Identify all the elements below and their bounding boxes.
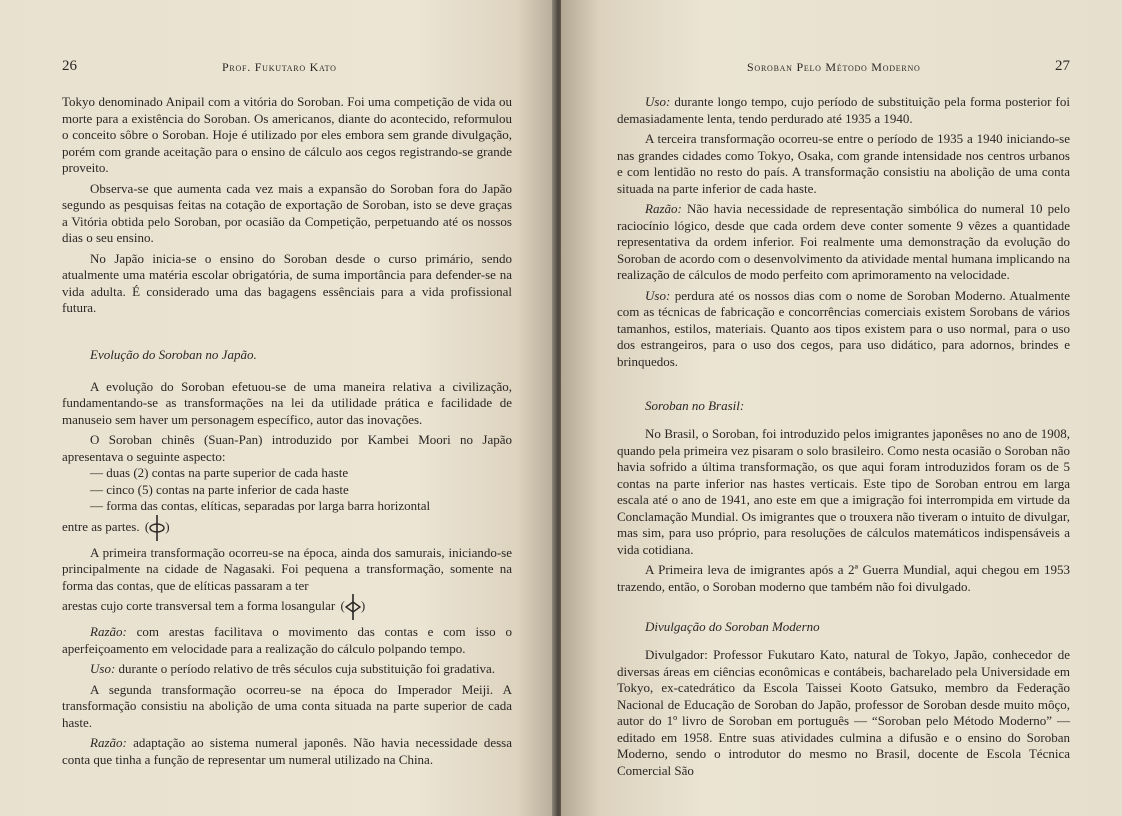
right-paragraph: A Primeira leva de imigrantes após a 2ª Guerra Mundial, aqui chegou em 1953 trazendo, então, o Soroban moderno que também não foi divulgado. xyxy=(617,562,1070,594)
right-paragraph: Divulgador: Professor Fukutaro Kato, natural de Tokyo, Japão, conhecedor de diversas áreas em ciências econômicas e contábeis, bacharelado pela Universidade em Tokyo, ex-catedrático da Escola Taissei Kooto Gatsuko, membro da Federação Nacional de Educação de Soroban do Japão, professor de Soroban desde muito môço, autor do 1º livro de Soroban em português — “Soroban pelo Método Moderno” — editado em 1958. Entre suas atividades culmina a difusão e o ensino do Soroban Moderno, sendo o introdutor do mesmo no Brasil, docente de Escola Técnica Comercial São xyxy=(617,647,1070,778)
razao-paragraph xyxy=(62,624,512,657)
lozenge-bead-icon: ( ) xyxy=(340,597,366,613)
left-running-head: Prof. Fukutaro Kato xyxy=(222,60,337,74)
left-paragraph: O Soroban chinês (Suan-Pan) introduzido por Kambei Moori no Japão apresentava o seguinte aspecto: xyxy=(62,432,512,464)
uso-label: Uso: xyxy=(645,287,671,303)
list-item: — cinco (5) contas na parte inferior de cada haste xyxy=(90,481,349,497)
right-page-header xyxy=(617,58,1070,84)
razao-text: com arestas facilitava o movimento das contas e com isso o aperfeiçoamento em velocidade para a realização do cálculo polpando tempo. xyxy=(62,624,512,656)
right-running-head: Soroban Pelo Método Moderno xyxy=(747,60,921,74)
elliptic-bead-icon: ( ) xyxy=(144,518,170,534)
razao-label: Razão: xyxy=(90,624,127,639)
uso-text: perdura até os nossos dias com o nome de Soroban Moderno. Atualmente com as técnicas de fabricação e concorrências comerciais existem Sorobans de vários tamanhos, estilos, materiais. Quanto aos tipos existem para o uso normal, para o uso dos estrangeiros, para o uso dos cegos, para uso didático, para adornos, brindes e brinquedos. xyxy=(617,287,1070,369)
list-item: — forma das contas, elíticas, separadas por larga barra horizontal xyxy=(90,498,431,513)
right-page xyxy=(561,0,1122,816)
razao-label: Razão: xyxy=(645,201,682,216)
right-page-number: 27 xyxy=(1055,58,1070,74)
uso-text: durante longo tempo, cujo período de substituição pela forma posterior foi demasiadamente lenta, tendo perdurado até 1935 a 1940. xyxy=(617,94,1070,126)
right-paragraph: A terceira transformação ocorreu-se entre o período de 1935 a 1940 iniciando-se nas grandes cidades como Tokyo, Osaka, com grande intensidade nos centros urbanos e com lentidão no resto do país. A transformação consistiu na abolição de uma conta situada na parte inferior de cada haste. xyxy=(617,131,1070,196)
uso-paragraph xyxy=(62,661,512,678)
left-page xyxy=(0,0,556,816)
left-paragraph: Observa-se que aumenta cada vez mais a expansão do Soroban fora do Japão segundo as pesquisas feitas na cotação de exportação de Soroban, isto se deve graças a Vitória obtida pelo Soroban, por ocasião da Competição, perpetuando até os nossos dias o seu ensino. xyxy=(62,180,512,245)
left-paragraph: A evolução do Soroban efetuou-se de uma maneira relativa a civilização, fundamentando-se as transformações na lei da utilidade prática e facilidade de manuseio sem haver um personagem específico, autor das inovações. xyxy=(62,378,512,427)
left-paragraph: No Japão inicia-se o ensino do Soroban desde o curso primário, sendo atualmente uma matéria escolar obrigatória, de suma importância para defender-se na vida adulta. É considerado uma das bagagens essênciais para a vida profissional futura. xyxy=(62,250,512,315)
list-continuation-text: entre as partes. xyxy=(62,518,140,534)
lozenge-text: arestas cujo corte transversal tem a forma losangular xyxy=(62,597,336,613)
section-heading-evolucao: Evolução do Soroban no Japão. xyxy=(90,346,257,362)
left-paragraph: A segunda transformação ocorreu-se na época do Imperador Meiji. A transformação consistiu na abolição de uma conta situada na parte superior de cada haste. xyxy=(62,681,512,730)
section-heading-divulgacao: Divulgação do Soroban Moderno xyxy=(645,619,820,634)
razao-label: Razão: xyxy=(90,735,127,750)
razao-text: adaptação ao sistema numeral japonês. Não havia necessidade dessa conta que tinha a função de representar um numeral utilizado na China. xyxy=(62,735,512,767)
section-heading-brasil: Soroban no Brasil: xyxy=(645,398,745,413)
razao-paragraph xyxy=(617,201,1070,284)
left-page-header xyxy=(62,58,512,84)
uso-paragraph xyxy=(617,94,1070,127)
left-paragraph-continuation xyxy=(62,594,512,620)
uso-text: durante o período relativo de três séculos cuja substituição foi gradativa. xyxy=(115,661,496,676)
list-item: — duas (2) contas na parte superior de cada haste xyxy=(90,465,349,480)
left-paragraph: A primeira transformação ocorreu-se na época, ainda dos samurais, iniciando-se principalmente na cidade de Nagasaki. Foi pequena a transformação, somente na forma das contas, que de elíticas passaram a ter xyxy=(62,544,512,593)
right-paragraph: No Brasil, o Soroban, foi introduzido pelos imigrantes japonêses no ano de 1908, quando pela primeira vez pisaram o solo brasileiro. Como nesta ocasião o Soroban não havia sofrido a última transformação, os que aqui foram introduzidos foram os de 5 contas na parte inferior nas hastes verticais. Este tipo de Soroban entrou em larga escala até o ano de 1941, ano este em que a imigração foi interrompida em virtude da Conclamação Mundial. Os imigrantes que o trouxera não tiveram o intuito de divulgar, mas sim, para uso próprio, para resoluções de cálculos matemáticos indispensáveis a vida cotidiana. xyxy=(617,426,1070,557)
uso-label: Uso: xyxy=(645,94,671,109)
razao-paragraph xyxy=(62,735,512,768)
left-page-number: 26 xyxy=(62,58,77,74)
uso-label: Uso: xyxy=(90,661,116,676)
list-item-continuation xyxy=(62,515,512,541)
left-paragraph: Tokyo denominado Anipail com a vitória do Soroban. Foi uma competição de vida ou morte para a existência do Soroban. Os americanos, diante do acontecido, reformulou o conceito sôbre o Soroban. Hoje é utilizado por eles embora sem grande divulgação, porém com grande aceitação para o ensino de cálculo aos cegos registrando-se grande proveito. xyxy=(62,94,512,175)
uso-paragraph xyxy=(617,288,1070,371)
razao-text: Não havia necessidade de representação simbólica do numeral 10 pelo raciocínio lógico, desde que cada ordem deve conter somente 9 vêzes a quantidade representativa da ordem inferior. Foi realmente uma demonstração da evolução do Soroban de acordo com o desenvolvimento da atividade mental humana implicando na realização de cálculos de modo perfeito com aprimoramento na velocidade. xyxy=(617,201,1070,282)
